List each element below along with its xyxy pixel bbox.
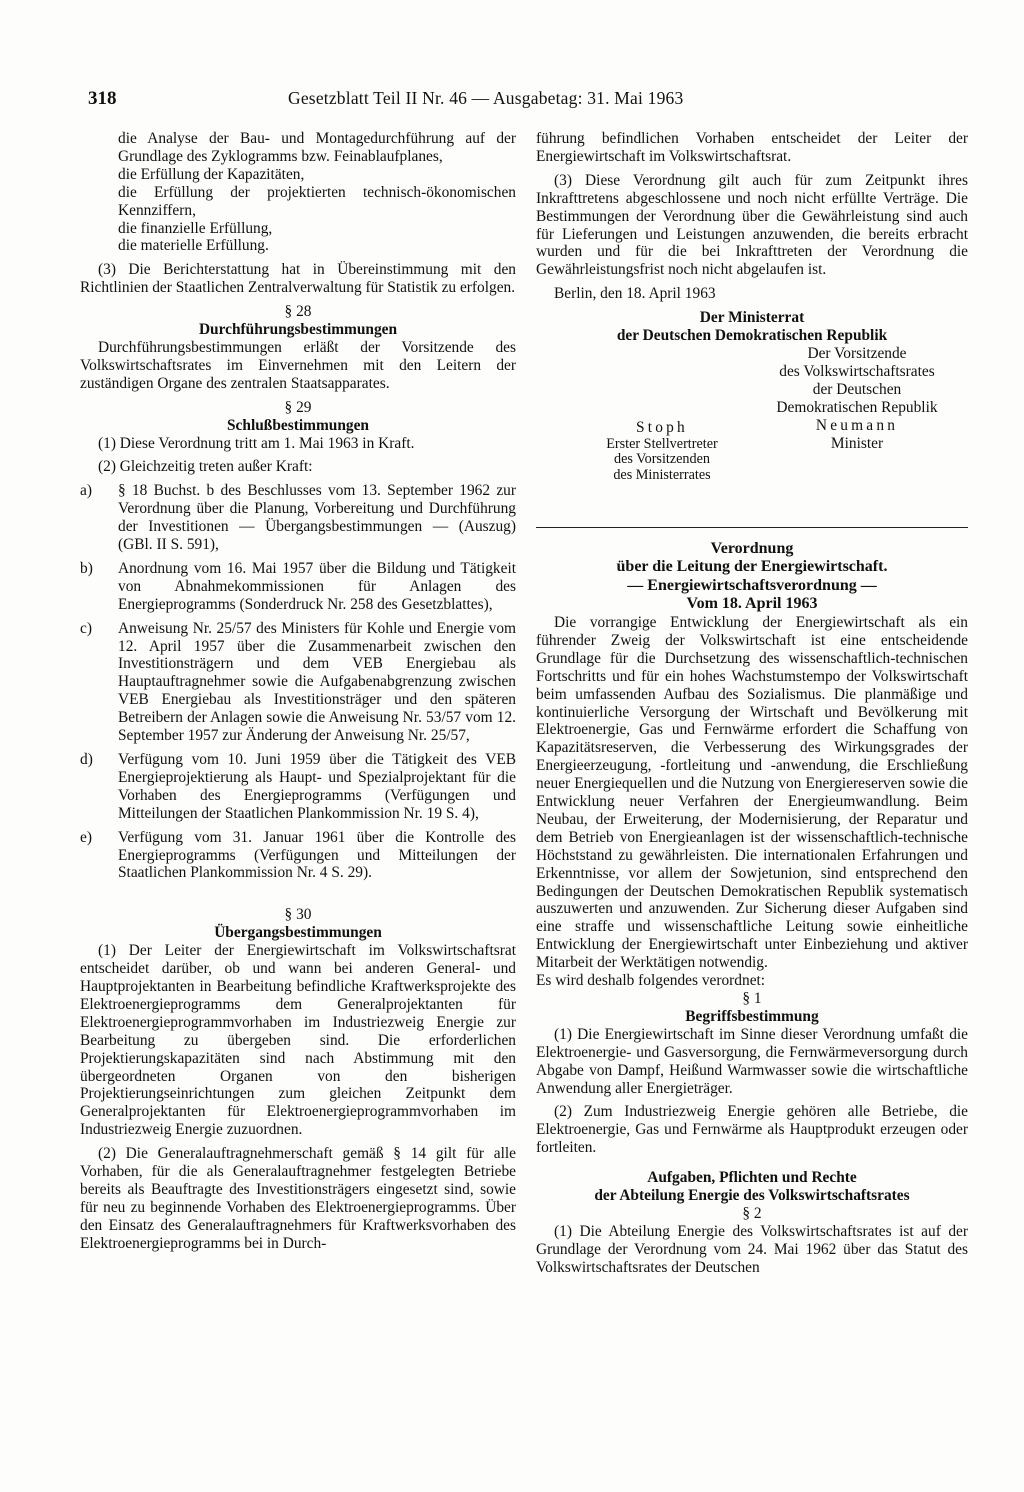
left-column — [80, 130, 516, 1253]
chapter-title-line-2: der Abteilung Energie des Volkswirtschaftsrates — [594, 1187, 910, 1205]
list-item — [80, 828, 516, 883]
section-28-text: Durchführungsbestimmungen erläßt der Vorsitzende des Volkswirtschaftsrates im Einvernehmen mit den Leitern der zuständigen Organe des zentralen Staatsapparates. — [80, 338, 516, 392]
section-2-number: § 2 — [742, 1204, 762, 1222]
section-29-paragraph-2: (2) Gleichzeitig treten außer Kraft: — [98, 458, 313, 476]
council-line-1: Der Ministerrat — [699, 309, 805, 327]
signatory-role: Minister — [830, 434, 884, 452]
repeal-list — [80, 482, 516, 882]
signatory-role: des Vorsitzenden — [613, 451, 710, 468]
signatory-role: Erster Stellvertreter — [606, 435, 718, 452]
list-item — [80, 559, 516, 614]
decree-title: Verordnung — [710, 539, 794, 557]
header-title: Gesetzblatt Teil II Nr. 46 — Ausgabetag: 31. Mai 1963 — [288, 88, 684, 108]
chair-line: der Deutschen — [812, 380, 902, 398]
intro-line: die Erfüllung der projektierten technisch-ökonomischen Kennziffern, — [118, 183, 516, 219]
section-30-paragraph-2: (2) Die Generalauftragnehmerschaft gemäß § 14 gilt für alle Vorhaben, für die als Generalauftragnehmer festgelegten Betriebe bereits als Beauftragte des Investitionsträgers eingesetzt sind, sowie für neu zu beginnende Vorhaben des Elektroenergieprogramms. Über den Einsatz des Generalauftragnehmers für Kraftwerksvorhaben des Elektroenergieprogramms bei in Durch- — [80, 1145, 516, 1252]
list-item-text: § 18 Buchst. b des Beschlusses vom 13. September 1962 zur Verordnung über die Planung, Vorbereitung und Durchführung der Investitionen — Übergangsbestimmungen — (Auszug) (GBl. II S. 591), — [118, 482, 516, 554]
paragraph-3-right: (3) Diese Verordnung gilt auch für zum Zeitpunkt ihres Inkrafttretens abgeschlossene und noch nicht erfüllte Verträge. Die Bestimmungen der Verordnung über die Gewährleistung sind auch für Lieferungen und Leistungen anzuwenden, die bereits erbracht wurden und für die bei Inkrafttreten der Verordnung die Gewährleistungsfrist noch nicht abgelaufen ist. — [536, 171, 968, 279]
section-29-number: § 29 — [284, 398, 312, 416]
list-item-label: e) — [80, 828, 92, 846]
list-item — [80, 751, 516, 823]
intro-line: die Erfüllung der Kapazitäten, — [118, 165, 305, 183]
decree-short-title: — Energiewirtschaftsverordnung — — [627, 576, 877, 594]
ordered-line: Es wird deshalb folgendes verordnet: — [536, 972, 766, 990]
section-1-number: § 1 — [742, 990, 762, 1007]
list-item-label: b) — [80, 559, 93, 577]
decree-subtitle: über die Leitung der Energiewirtschaft. — [616, 558, 888, 576]
list-item-label: c) — [80, 619, 92, 637]
list-item-text: Anweisung Nr. 25/57 des Ministers für Kohle und Energie vom 12. April 1957 über die Zusammenarbeit zwischen den Investitionsträgern und dem VEB Energiebau als Hauptauftragnehmer sowie die Aufgabenabgrenzung zwischen VEB Energiebau als Investitionsträger und den späteren Betreibern der Anlagen sowie die Anweisung Nr. 53/57 vom 12. September 1957 zur Änderung der Anweisung Nr. 25/57, — [118, 619, 516, 745]
section-divider — [536, 527, 968, 528]
page-header — [88, 88, 970, 114]
section-30-title: Übergangsbestimmungen — [214, 924, 382, 942]
chair-block — [746, 345, 968, 452]
page-number: 318 — [88, 88, 117, 109]
section-1-paragraph-1: (1) Die Energiewirtschaft im Sinne dieser Verordnung umfaßt die Elektroenergie- und Gasversorgung, die Fernwärmeversorgung durch Abgabe von Dampf, Heißund Warmwasser sowie die wirtschaftliche Anwendung aller Energieträger. — [536, 1025, 968, 1097]
chair-line: Der Vorsitzende — [807, 344, 907, 362]
council-line-2: der Deutschen Demokratischen Republik — [616, 327, 888, 345]
intro-line: die Analyse der Bau- und Montagedurchführung auf der Grundlage des Zyklogramms bzw. Feinablaufplanes, — [118, 130, 516, 165]
list-item-label: a) — [80, 482, 92, 500]
continued-paragraph: führung befindlichen Vorhaben entscheidet der Leiter der Energiewirtschaft im Volkswirtschaftsrat. — [536, 130, 968, 165]
intro-line: die materielle Erfüllung. — [118, 237, 269, 255]
chair-line: Demokratischen Republik — [776, 398, 938, 416]
right-column — [536, 130, 968, 1277]
list-item — [80, 619, 516, 745]
chapter-title-line-1: Aufgaben, Pflichten und Rechte — [647, 1169, 857, 1187]
section-30-number: § 30 — [284, 906, 312, 924]
section-1-paragraph-2: (2) Zum Industriezweig Energie gehören alle Betriebe, die Elektroenergie, Gas und Fernwärme als Hauptprodukt erzeugen oder fortleiten. — [536, 1103, 968, 1157]
list-item-label: d) — [80, 751, 93, 768]
list-item-text: Anordnung vom 16. Mai 1957 über die Bildung und Tätigkeit von Abnahmekommissionen für Anlagen des Energieprogramms (Sonderdruck Nr. 258 des Gesetzblattes), — [118, 559, 516, 613]
section-29-title: Schlußbestimmungen — [227, 416, 369, 434]
section-29-paragraph-1: (1) Diese Verordnung tritt am 1. Mai 1963 in Kraft. — [98, 434, 415, 452]
signatory-neumann: Neumann — [815, 416, 899, 434]
date-line: Berlin, den 18. April 1963 — [554, 285, 716, 303]
intro-list — [80, 130, 516, 255]
preamble: Die vorrangige Entwicklung der Energiewirtschaft als ein führender Zweig der Volkswirtschaft ist eine entscheidende Grundlage für die Durchsetzung des wissenschaftlich-technischen Fortschritts und für ein hohes Wachstumstempo der Volkswirtschaft beim umfassenden Aufbau des Sozialismus. Die planmäßige und kontinuierliche Versorgung der Wirtschaft und Bevölkerung mit Elektroenergie, Gas und Fernwärme erfordert die Schaffung von Kapazitätsreserven, die Verbesserung des Wirkungsgrades der Energieerzeugung, -fortleitung und -anwendung, die Erschließung neuer Energiequellen und die Nutzung von Energiereserven sowie die Entwicklung neuer Verfahren der Energieumwandlung. Beim Neubau, der Erweiterung, der Modernisierung, der Reparatur und dem Betrieb von Energieanlagen ist der wissenschaftlich-technische Höchststand zu gewährleisten. Die internationalen Erfahrungen und Erkenntnisse, vor allem der Sowjetunion, sind entsprechend den Bedingungen der Deutschen Demokratischen Republik systematisch auszuwerten und anzuwenden. Zur Sicherung dieser Aufgaben sind eine straffe und wissenschaftliche Leitung sowie einheitliche Entwicklung der Energiewirtschaft unter Einbeziehung und aktiver Mitarbeit der Werktätigen notwendig. — [536, 613, 968, 972]
section-28-title: Durchführungsbestimmungen — [198, 321, 398, 339]
list-item-text: Verfügung vom 10. Juni 1959 über die Tätigkeit des VEB Energieprojektierung als Haupt- und Spezialprojektant für die Vorhaben des Energieprogramms (Verfügungen und Mitteilungen der Staatlichen Plankommission Nr. 19 S. 4), — [118, 751, 516, 822]
decree-date: Vom 18. April 1963 — [686, 595, 818, 613]
chair-line: des Volkswirtschaftsrates — [779, 362, 935, 380]
section-2-paragraph-1: (1) Die Abteilung Energie des Volkswirtschaftsrates ist auf der Grundlage der Verordnung vom 24. Mai 1962 über das Statut des Volkswirtschaftsrates der Deutschen — [536, 1222, 968, 1276]
section-30-paragraph-1: (1) Der Leiter der Energiewirtschaft im Volkswirtschaftsrat entscheidet darüber, ob und wann bei anderen General- und Hauptprojektanten in Bearbeitung befindliche Kraftwerksprojekte des Elektroenergieprogramms dem Generalprojektanten für Elektroenergieprogrammvorhaben im Industriezweig Energie zur Bearbeitung zu übergeben sind. Die erforderlichen Projektierungskapazitäten sind nach Abstimmung mit den übergeordneten Organen von den bisherigen Projektierungseinrichtungen zum gleichen Zeitpunkt dem Generalprojektanten für Elektroenergieprogrammvorhaben im Industriezweig Energie zuzuordnen. — [80, 942, 516, 1139]
list-item-text: Verfügung vom 31. Januar 1961 über die Kontrolle des Energieprogramms (Verfügungen und Mitteilungen der Staatlichen Plankommission Nr. 4 S. 29). — [118, 828, 516, 882]
signatory-stoph: Stoph — [636, 418, 688, 436]
intro-line: die finanzielle Erfüllung, — [118, 219, 273, 237]
signature-block — [536, 345, 968, 515]
list-item — [80, 482, 516, 554]
section-1-title: Begriffsbestimmung — [685, 1007, 819, 1025]
section-28-number: § 28 — [284, 303, 312, 321]
stoph-block — [572, 419, 752, 484]
signatory-role: des Ministerrates — [613, 466, 711, 483]
paragraph-3: (3) Die Berichterstattung hat in Übereinstimmung mit den Richtlinien der Staatlichen Zentralverwaltung für Statistik zu erfolgen. — [80, 261, 516, 297]
